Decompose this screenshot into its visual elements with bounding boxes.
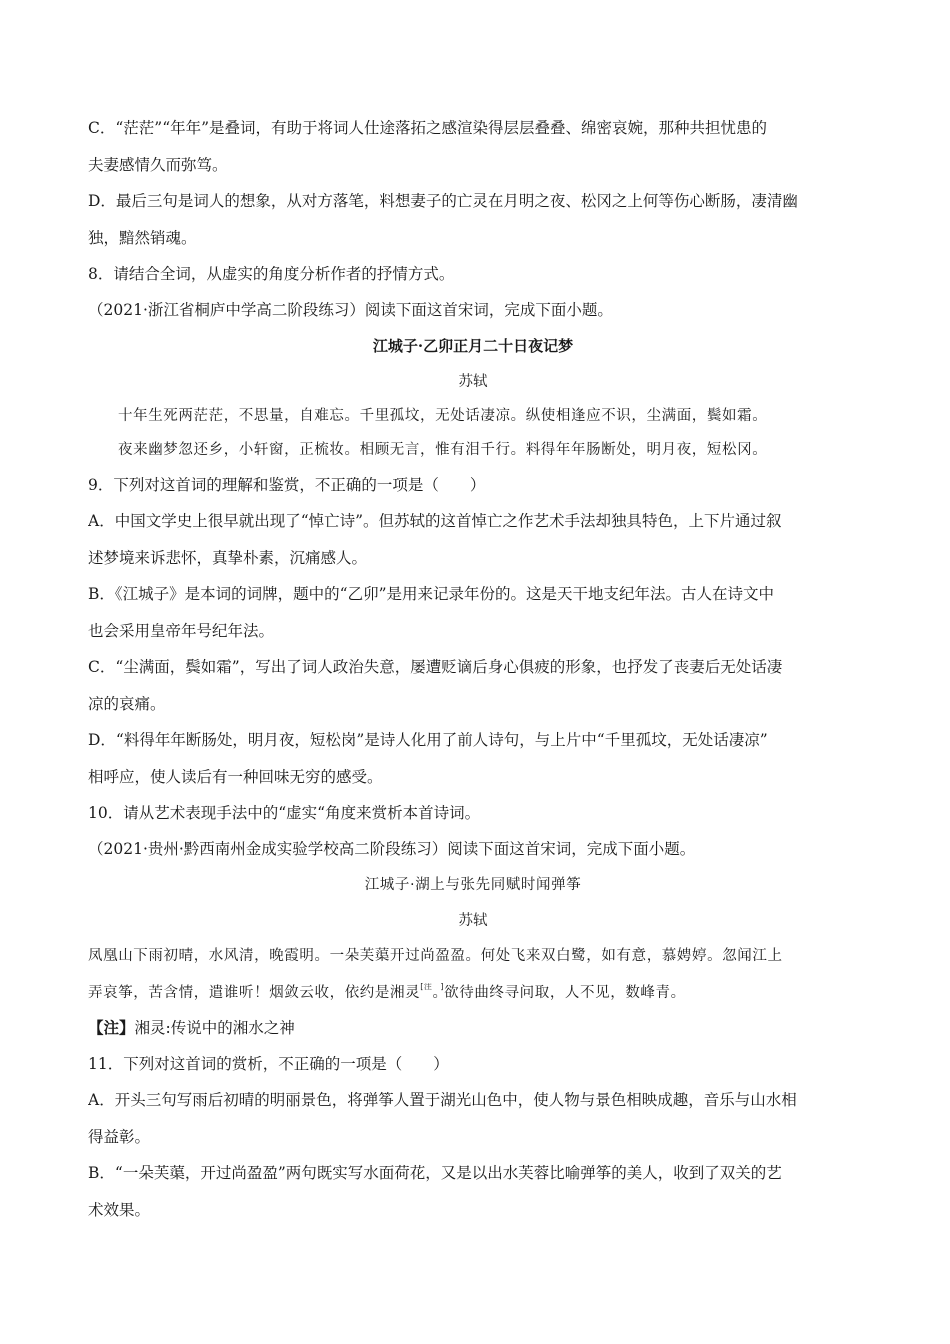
- passage-intro-2: （2021·贵州·黔西南州金成实验学校高二阶段练习）阅读下面这首宋词，完成下面小题。: [88, 840, 696, 858]
- question-11-stem: 11．下列对这首词的赏析，不正确的一项是（ ）: [88, 1055, 449, 1073]
- q11-option-a-line1: A．开头三句写雨后初晴的明丽景色，将弹筝人置于湖光山色中，使人物与景色相映成趣，音乐与山水相: [88, 1091, 797, 1109]
- question-8: 8．请结合全词，从虚实的角度分析作者的抒情方式。: [88, 265, 455, 283]
- poem1-line2: 夜来幽梦忽还乡，小轩窗，正梳妆。相顾无言，惟有泪千行。料得年年肠断处，明月夜，短松冈。: [118, 442, 768, 458]
- poem2-line2: [88, 983, 868, 1003]
- poem1-title: 江城子·乙卯正月二十日夜记梦: [372, 337, 574, 355]
- poem2-line2-part-a: 弄哀筝，苦含情，遣谁听！烟敛云收，依约是湘灵: [88, 985, 421, 1001]
- q9-option-c-line1: C．“尘满面，鬓如霜”，写出了词人政治失意，屡遭贬谪后身心俱疲的形象，也抒发了丧妻后无处话凄: [88, 658, 783, 676]
- q11-option-a-line2: 得益彰。: [88, 1128, 151, 1146]
- question-10: 10．请从艺术表现手法中的“虚实“角度来赏析本首诗词。: [88, 804, 481, 822]
- footnote-marker-open: [注: [420, 983, 433, 991]
- q9-option-a-line2: 述梦境来诉悲怀，真挚朴素，沉痛感人。: [88, 549, 368, 567]
- poem1-author: 苏轼: [458, 374, 488, 390]
- q9-option-b-line2: 也会采用皇帝年号纪年法。: [88, 622, 275, 640]
- question-9-stem: 9．下列对这首词的理解和鉴赏，不正确的一项是（ ）: [88, 476, 486, 494]
- q9-option-d-line2: 相呼应，使人读后有一种回味无穷的感受。: [88, 768, 383, 786]
- q11-option-b-line2: 术效果。: [88, 1201, 151, 1219]
- q7-option-c-line2: 夫妻感情久而弥笃。: [88, 156, 228, 174]
- q9-option-c-line2: 凉的哀痛。: [88, 695, 166, 713]
- q7-option-d-line2: 独，黯然销魂。: [88, 229, 197, 247]
- footnote-text: 湘灵:传说中的湘水之神: [134, 1019, 295, 1037]
- q7-option-d-line1: D．最后三句是词人的想象，从对方落笔，料想妻子的亡灵在月明之夜、松冈之上何等伤心断肠，凄清幽: [88, 192, 798, 210]
- q9-option-d-line1: D．“料得年年断肠处，明月夜，短松岗”是诗人化用了前人诗句，与上片中“千里孤坟，无处话凄凉”: [88, 731, 768, 749]
- q9-option-a-line1: A．中国文学史上很早就出现了“悼亡诗”。但苏轼的这首悼亡之作艺术手法却独具特色，上下片通过叙: [88, 512, 782, 530]
- q9-option-b-line1: B．《江城子》是本词的词牌，题中的“乙卯”是用来记录年份的。这是天干地支纪年法。古人在诗文中: [88, 585, 774, 603]
- q7-option-c-line1: C．“茫茫”“年年”是叠词，有助于将词人仕途落拓之感渲染得层层叠叠、绵密哀婉，那种共担忧患的: [88, 119, 768, 137]
- poem2-title: 江城子·湖上与张先同赋时闻弹筝: [364, 877, 582, 893]
- q11-option-b-line1: B．“一朵芙蕖，开过尚盈盈”两句既实写水面荷花，又是以出水芙蓉比喻弹筝的美人，收到了双关的艺: [88, 1164, 782, 1182]
- poem2-line1: 凤凰山下雨初晴，水风清，晚霞明。一朵芙蕖开过尚盈盈。何处飞来双白鹭，如有意，慕娉婷。忽闻江上: [88, 948, 783, 964]
- poem2-line2-period: 。: [432, 985, 441, 1001]
- poem2-author: 苏轼: [458, 913, 488, 929]
- passage-intro-1: （2021·浙江省桐庐中学高二阶段练习）阅读下面这首宋词，完成下面小题。: [88, 301, 613, 319]
- footnote: [88, 1018, 868, 1038]
- footnote-marker-close: ]: [440, 983, 445, 991]
- poem2-line2-part-b: 欲待曲终寻问取，人不见，数峰青。: [444, 985, 686, 1001]
- poem1-line1: 十年生死两茫茫，不思量，自难忘。千里孤坟，无处话凄凉。纵使相逢应不识，尘满面，鬓如霜。: [118, 408, 768, 424]
- footnote-label: 【注】: [88, 1018, 135, 1037]
